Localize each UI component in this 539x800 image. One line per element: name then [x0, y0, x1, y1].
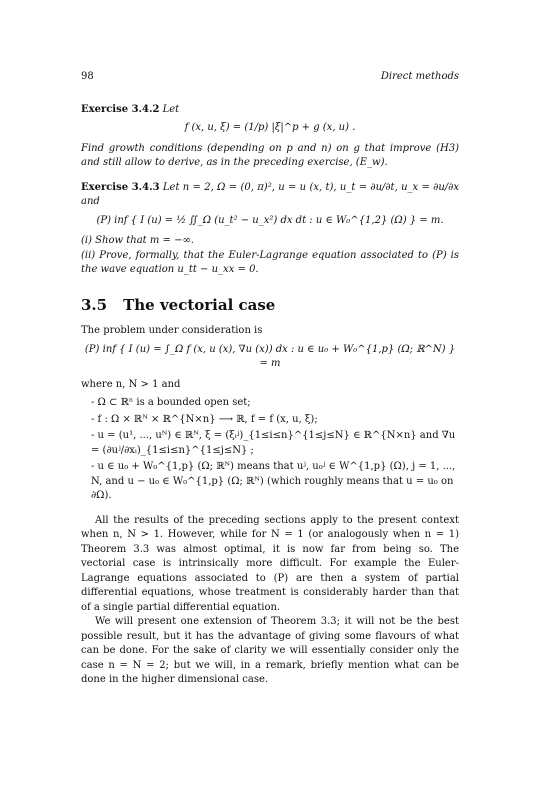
- where-text: where n, N > 1 and: [81, 378, 181, 390]
- exercise-part-ii: (ii) Prove, formally, that the Euler-Lagrange equation associated to (P) is the wave equation u_tt − u_xx = 0.: [81, 249, 459, 275]
- intro-text: The problem under consideration is: [81, 325, 263, 336]
- conditions-list: [81, 396, 459, 504]
- formula-f: f (x, u, ξ) = (1/p) |ξ|^p + g (x, u) .: [184, 122, 356, 133]
- list-item: - Ω ⊂ ℝⁿ is a bounded open set;: [91, 397, 251, 408]
- list-item: - u = (u¹, ..., uᴺ) ∈ ℝᴺ, ξ = (ξᵢʲ)_{1≤i≤n}^{1≤j≤N} ∈ ℝ^{N×n} and ∇u = (∂uʲ/∂xᵢ)_{1≤i≤n}^{1≤j≤N} ;: [91, 430, 456, 456]
- running-title: Direct methods: [380, 71, 459, 82]
- exercise-label: Exercise 3.4.2: [81, 103, 160, 115]
- paragraph: All the results of the preceding sections apply to the present context when n, N > 1. However, while for N = 1 (or analogously when n = 1) Theorem 3.3 was almost optimal, it is now far from being so. The vectorial case is intrinsically more difficult. For example the Euler-Lagrange equations associated to (P) are then a system of partial differential equations, whose treatment is considerably harder than that of a single partial differential equation.: [81, 514, 459, 613]
- exercise-part-i: (i) Show that m = −∞.: [81, 235, 194, 246]
- section-title: The vectorial case: [123, 295, 276, 314]
- exercise-lead: Let: [162, 103, 180, 115]
- exercise-label: Exercise 3.4.3: [81, 181, 160, 193]
- page-number: 98: [81, 71, 94, 82]
- exercise-text: Let n = 2, Ω = (0, π)², u = u (x, t), u_t = ∂u/∂t, u_x = ∂u/∂x and: [81, 181, 459, 207]
- list-item: - u ∈ u₀ + W₀^{1,p} (Ω; ℝᴺ) means that uʲ, u₀ʲ ∈ W^{1,p} (Ω), j = 1, ..., N, and u − u₀ ∈ W₀^{1,p} (Ω; ℝᴺ) (which roughly means that u = u₀ on ∂Ω).: [91, 461, 456, 501]
- list-item: - f : Ω × ℝᴺ × ℝ^{N×n} ⟶ ℝ, f = f (x, u, ξ);: [91, 413, 318, 425]
- paragraph: We will present one extension of Theorem 3.3; it will not be the best possible result, but it has the advantage of giving some flavours of what can be done. For the sake of clarity we will essentially consider only the case n = N = 2; but we will, in a remark, briefly mention what can be done in the higher dimensional case.: [81, 616, 459, 685]
- formula-problem-p: (P) inf { I (u) = ∫_Ω f (x, u (x), ∇u (x)) dx : u ∈ u₀ + W₀^{1,p} (Ω; ℝ^N) } = m: [84, 343, 456, 369]
- section-number: 3.5: [81, 295, 108, 314]
- exercise-3-4-2: [81, 103, 459, 171]
- page: [81, 70, 459, 688]
- running-header: [81, 70, 459, 85]
- section-heading: [81, 295, 459, 314]
- exercise-text: Find growth conditions (depending on p and n) on g that improve (H3) and still allow to derive, as in the preceding exercise, (E_w).: [81, 142, 459, 168]
- formula-wave-problem: (P) inf { I (u) = ½ ∬_Ω (u_t² − u_x²) dx dt : u ∈ W₀^{1,2} (Ω) } = m.: [96, 214, 444, 226]
- exercise-3-4-3: [81, 181, 459, 278]
